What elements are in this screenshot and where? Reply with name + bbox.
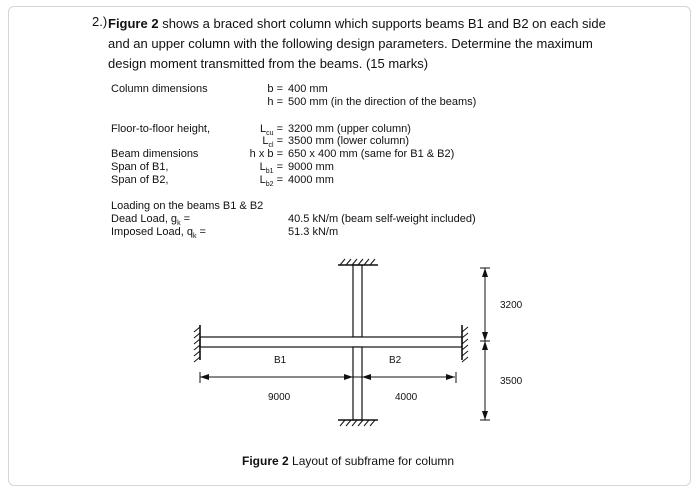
b-symbol: b = (267, 83, 283, 95)
column-dimensions-label: Column dimensions (111, 83, 208, 95)
question-body: shows a braced short column which supports beams B1 and B2 on each side and an upper column with the following design parameters. Determine the maximum design moment transmitted from the beams. (15 marks) (108, 16, 606, 71)
beam-b1-label: B1 (274, 355, 287, 366)
beam-b2-label: B2 (389, 355, 402, 366)
bottom-fixed-support (338, 420, 378, 426)
upper-column (353, 265, 362, 337)
lcl-symbol: $L_{cl}$ = (262, 135, 283, 150)
lcl-value: 3500 mm (lower column) (288, 135, 410, 147)
arrow-right-icon (446, 374, 455, 380)
floor-height-label: Floor-to-floor height, (111, 123, 211, 135)
lcu-value: 3200 mm (upper column) (288, 123, 411, 135)
hxb-value: 650 x 400 mm (same for B1 & B2) (288, 148, 455, 160)
figure-reference: Figure 2 (108, 16, 159, 31)
horizontal-dimension-line (200, 372, 456, 383)
lcu-symbol: $L_{cu}$ = (259, 123, 283, 138)
span-9000-label: 9000 (268, 392, 291, 403)
imposed-load-label: Imposed Load, $q_k$ = (111, 226, 206, 241)
b-value: 400 mm (288, 83, 328, 95)
height-3200-label: 3200 (500, 300, 523, 311)
loading-label: Loading on the beams B1 & B2 (111, 200, 264, 212)
h-symbol: h = (267, 96, 283, 108)
height-3500-label: 3500 (500, 376, 523, 387)
arrow-down-icon (482, 411, 488, 420)
lb2-value: 4000 mm (288, 174, 334, 186)
dead-load-label: Dead Load, $g_k$ = (111, 213, 191, 228)
lb1-value: 9000 mm (288, 161, 334, 173)
left-fixed-support (194, 325, 200, 362)
arrow-right-icon (344, 374, 353, 380)
span-b1-label: Span of B1, (111, 161, 169, 173)
lb2-symbol: $L_{b2}$ = (259, 174, 283, 189)
arrow-left-icon (362, 374, 371, 380)
arrow-left-icon (200, 374, 209, 380)
arrow-up-icon (482, 341, 488, 350)
beam-b1-b2 (200, 337, 462, 347)
dead-load-value: 40.5 kN/m (beam self-weight included) (288, 213, 476, 225)
right-fixed-support (462, 325, 468, 362)
imposed-load-value: 51.3 kN/m (288, 226, 339, 238)
span-4000-label: 4000 (395, 392, 418, 403)
arrow-up-icon (482, 268, 488, 277)
hxb-symbol: h x b = (249, 148, 283, 160)
lb1-symbol: $L_{b1}$ = (259, 161, 283, 176)
arrow-down-icon (482, 332, 488, 341)
top-fixed-support (338, 259, 378, 265)
beam-dimensions-label: Beam dimensions (111, 148, 199, 160)
span-b2-label: Span of B2, (111, 174, 169, 186)
figure-caption: Figure 2 Layout of subframe for column (242, 454, 455, 468)
lower-column (353, 347, 362, 420)
question-number: 2.) (92, 14, 108, 29)
h-value: 500 mm (in the direction of the beams) (288, 96, 477, 108)
